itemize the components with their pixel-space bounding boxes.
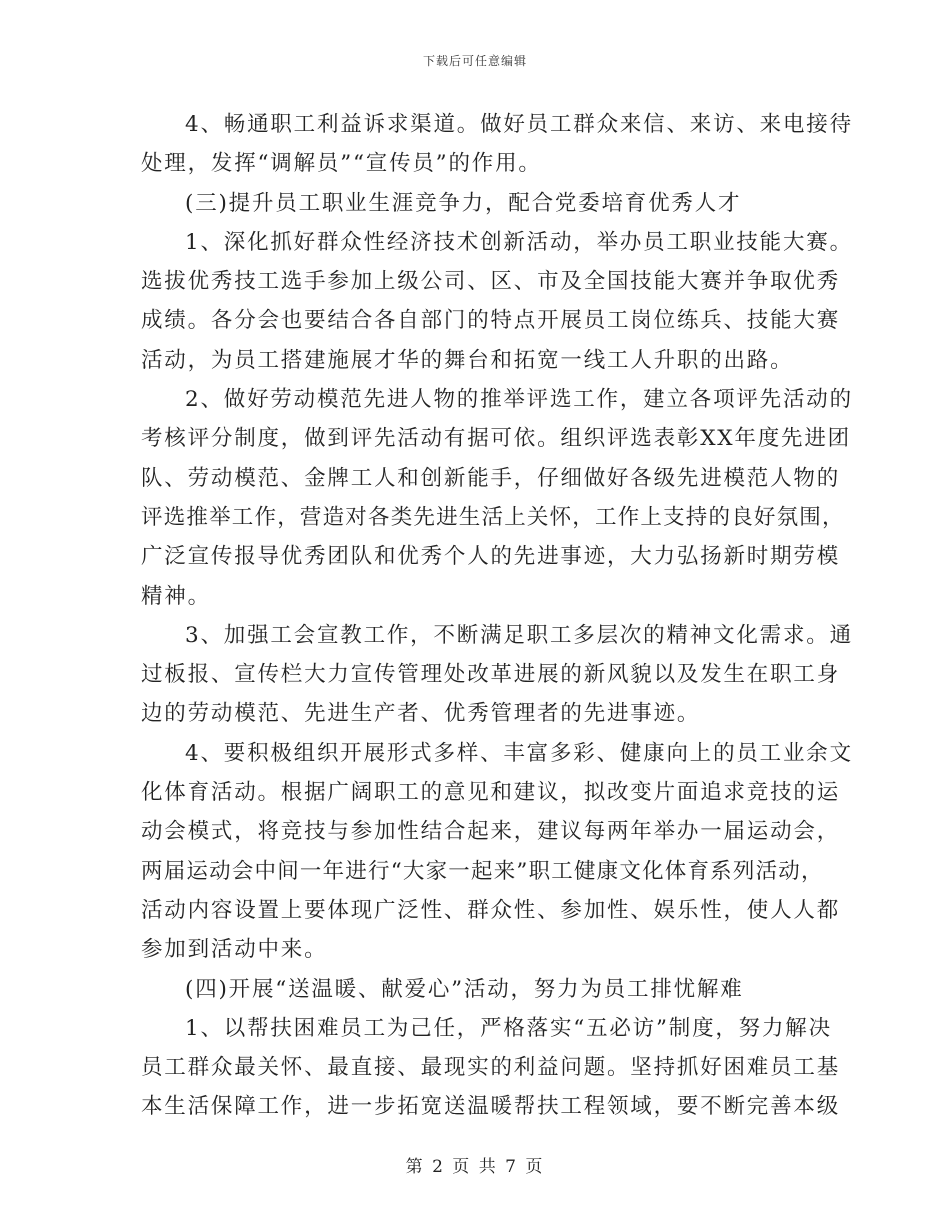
paragraph-line: 考核评分制度，做到评先活动有据可依。组织评选表彰XX年度先进团 <box>141 426 851 452</box>
document-body <box>141 105 853 1127</box>
paragraph-line: 活动内容设置上要体现广泛性、群众性、参加性、娱乐性，使人人都 <box>141 897 841 923</box>
paragraph-line: 1、深化抓好群众性经济技术创新活动，举办员工职业技能大赛。 <box>185 229 853 255</box>
paragraph-line: 成绩。各分会也要结合各自部门的特点开展员工岗位练兵、技能大赛 <box>141 308 841 334</box>
paragraph-line: 参加到活动中来。 <box>141 937 328 963</box>
paragraph-line: 4、畅通职工利益诉求渠道。做好员工群众来信、来访、来电接待 <box>185 112 853 137</box>
page-footer: 第 2 页 共 7 页 <box>405 1157 545 1177</box>
paragraph-line: 化体育活动。根据广阔职工的意见和建议，拟改变片面追求竞技的运 <box>141 780 841 806</box>
paragraph-line: 活动，为员工搭建施展才华的舞台和拓宽一线工人升职的出路。 <box>141 347 794 373</box>
paragraph-line: 本生活保障工作，进一步拓宽送温暖帮扶工程领域，要不断完善本级 <box>141 1094 841 1120</box>
paragraph-line: 边的劳动模范、先进生产者、优秀管理者的先进事迹。 <box>141 701 701 727</box>
paragraph-line: 2、做好劳动模范先进人物的推举评选工作，建立各项评先活动的 <box>185 387 853 413</box>
paragraph-line: 处理，发挥“调解员”“宣传员”的作用。 <box>141 151 542 177</box>
paragraph-line: 过板报、宣传栏大力宣传管理处改革进展的新风貌以及发生在职工身 <box>141 662 841 688</box>
paragraph-line: 精神。 <box>141 583 211 609</box>
paragraph-line: 动会模式，将竞技与参加性结合起来，建议每两年举办一届运动会， <box>141 819 841 845</box>
paragraph-line: 员工群众最关怀、最直接、最现实的利益问题。坚持抓好困难员工基 <box>141 1055 841 1081</box>
paragraph-line: 4、要积极组织开展形式多样、丰富多彩、健康向上的员工业余文 <box>185 740 853 766</box>
section-heading: (四)开展“送温暖、献爱心”活动，努力为员工排忧解难 <box>185 976 744 1002</box>
paragraph-line: 队、劳动模范、金牌工人和创新能手，仔细做好各级先进模范人物的 <box>141 465 841 491</box>
paragraph-line: 广泛宣传报导优秀团队和优秀个人的先进事迹，大力弘扬新时期劳模 <box>141 544 841 570</box>
paragraph-line: 两届运动会中间一年进行“大家一起来”职工健康文化体育系列活动， <box>141 858 824 884</box>
paragraph-line: 评选推举工作，营造对各类先进生活上关怀，工作上支持的良好氛围， <box>141 504 845 530</box>
paragraph-line: 1、以帮扶困难员工为己任，严格落实“五必访”制度，努力解决 <box>185 1015 832 1041</box>
paragraph-line: 3、加强工会宣教工作，不断满足职工多层次的精神文化需求。通 <box>185 622 853 648</box>
paragraph-line: 选拔优秀技工选手参加上级公司、区、市及全国技能大赛并争取优秀 <box>141 269 841 295</box>
section-heading: (三)提升员工职业生涯竞争力，配合党委培育优秀人才 <box>185 190 742 216</box>
page-header: 下载后可任意编辑 <box>422 54 527 68</box>
